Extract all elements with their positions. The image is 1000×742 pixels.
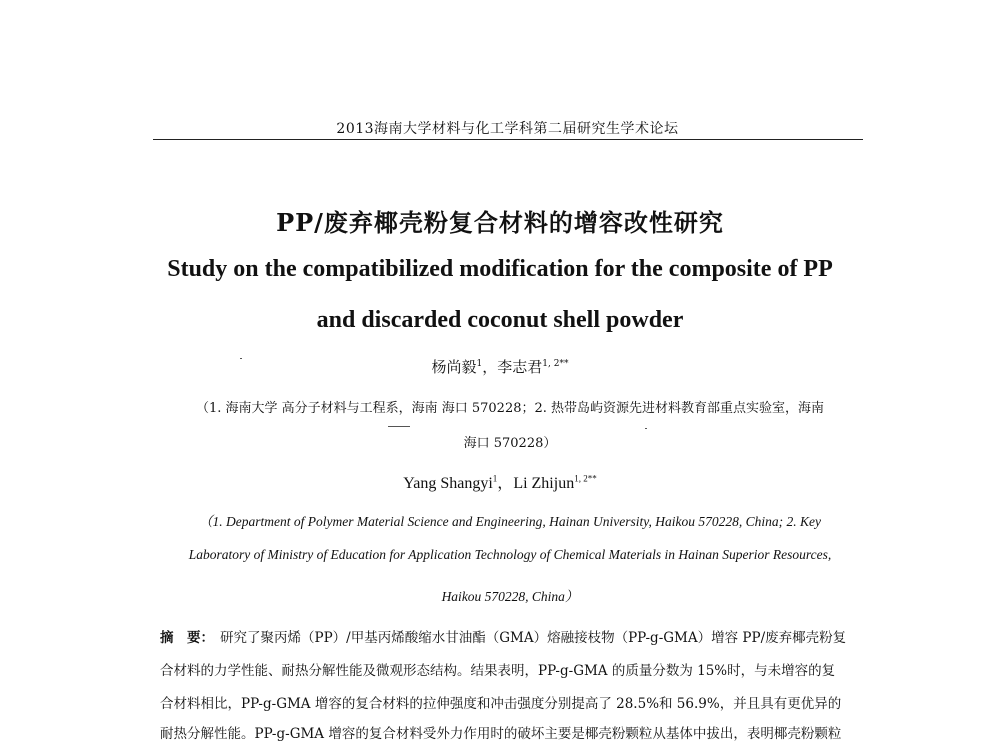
abstract-line1 <box>160 626 870 646</box>
author2-name-en: Li Zhijun <box>513 475 575 492</box>
author-separator-en: ， <box>497 475 514 492</box>
scan-artifact-dash <box>388 426 410 427</box>
scan-artifact-dot <box>645 428 647 429</box>
affiliation-english-line1: （1. Department of Polymer Material Science and Engineering, Hainan University, Haikou 570228, China; 2. Key <box>198 514 821 529</box>
paper-title-english-line2: and discarded coconut shell powder <box>316 307 684 333</box>
authors-chinese <box>0 356 1000 377</box>
author2-affil-mark-cn: 1, 2** <box>542 359 569 369</box>
author1-affil-mark-cn: 1 <box>476 359 483 369</box>
abstract-line3: 合材料相比，PP-g-GMA 增容的复合材料的拉伸强度和冲击强度分别提高了 28.5%和 56.9%，并且具有更优异的 <box>160 696 842 712</box>
affiliation-english-line3: Haikou 570228, China） <box>441 589 579 604</box>
author2-affil-mark-en: 1, 2** <box>574 473 597 484</box>
paper-title-english-line1: Study on the compatibilized modification for the composite of PP <box>167 256 833 282</box>
abstract-line2: 合材料的力学性能、耐热分解性能及微观形态结构。结果表明，PP-g-GMA 的质量分数为 15%时，与未增容的复 <box>160 663 836 679</box>
author1-affil-mark-en: 1 <box>492 473 498 484</box>
affiliation-chinese-line2: 海口 570228） <box>463 436 557 451</box>
paper-title-chinese: PP/废弃椰壳粉复合材料的增容改性研究 <box>276 208 724 237</box>
scan-artifact-dot <box>240 358 242 359</box>
abstract-label: 摘 要： <box>160 630 214 646</box>
affiliation-english-line2: Laboratory of Ministry of Education for Application Technology of Chemical Materials in Hainan Superior Resources, <box>188 547 832 562</box>
abstract-text-line1: 研究了聚丙烯（PP）/甲基丙烯酸缩水甘油酯（GMA）熔融接枝物（PP-g-GMA）增容 PP/废弃椰壳粉复 <box>220 630 847 646</box>
author1-name-cn: 杨尚毅 <box>431 358 477 376</box>
header-rule <box>153 139 863 140</box>
abstract-line4-cropped: 耐热分解性能。PP-g-GMA 增容的复合材料受外力作用时的破坏主要是椰壳粉颗粒从基体中拔出，表明椰壳粉颗粒 <box>160 726 842 742</box>
running-header: 2013海南大学材料与化工学科第二届研究生学术论坛 <box>336 121 679 137</box>
affiliation-chinese-line1: （1. 海南大学 高分子材料与工程系，海南 海口 570228；2. 热带岛屿资源先进材料教育部重点实验室，海南 <box>195 401 825 416</box>
author1-name-en: Yang Shangyi <box>403 475 493 492</box>
author2-name-cn: 李志君 <box>497 358 543 376</box>
authors-english <box>0 470 1000 493</box>
author-separator-cn: ， <box>482 358 498 376</box>
